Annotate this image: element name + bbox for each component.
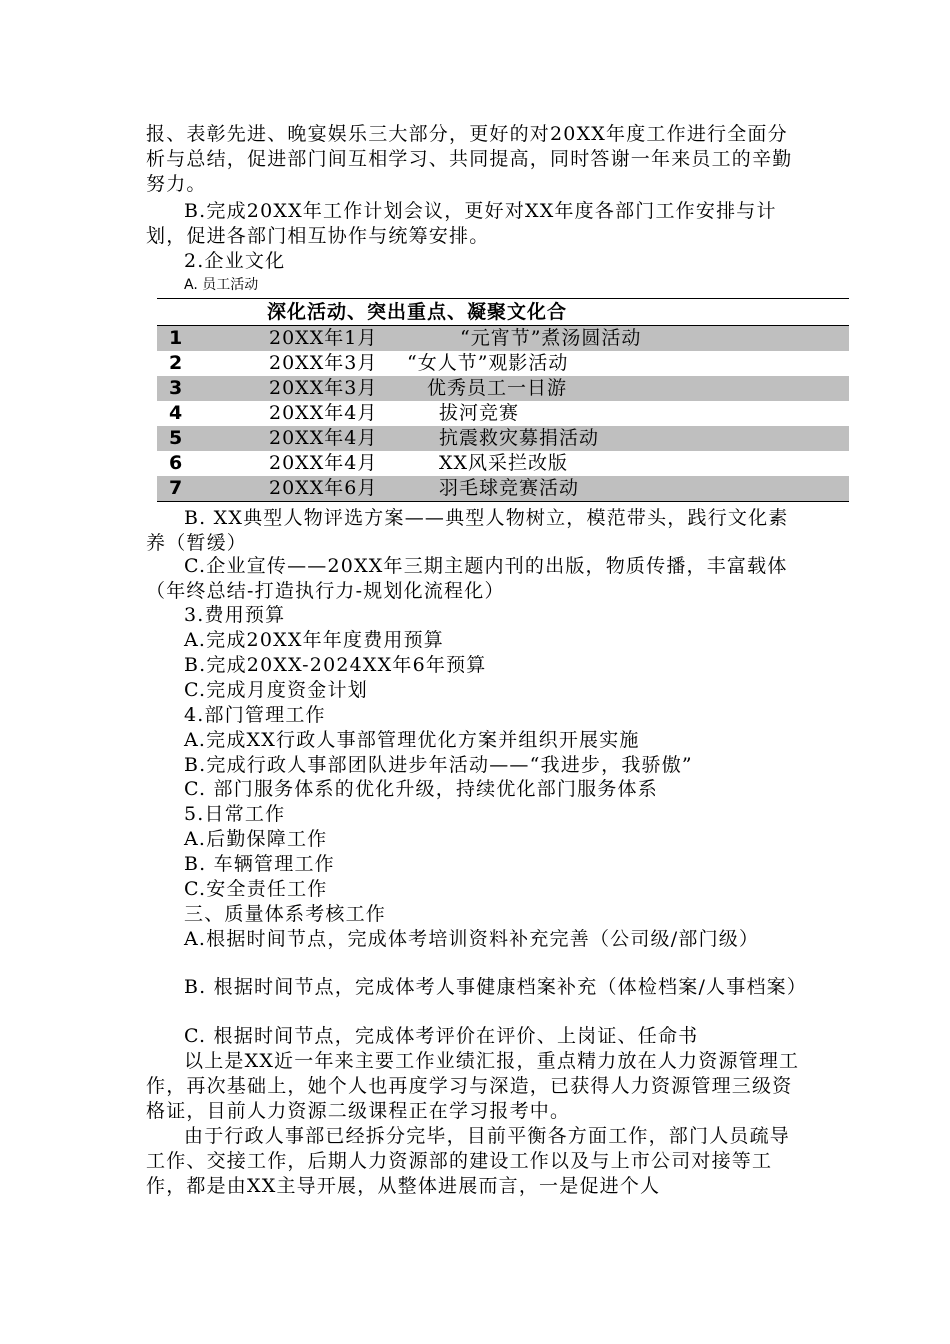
list-item: C. 根据时间节点，完成体考评价在评价、上岗证、任命书 [184,1025,699,1047]
row-number: 4 [169,402,183,424]
list-item: B. 车辆管理工作 [184,853,335,875]
paragraph-annual-summary: 报、表彰先进、晚宴娱乐三大部分，更好的对20XX年度工作进行全面分析与总结，促进部门间互相学习、共同提高，同时答谢一年来员工的辛勤努力。 [146,123,793,195]
table-row [157,451,849,476]
paragraph-department-split: 由于行政人事部已经拆分完毕，目前平衡各方面工作，部门人员疏导工作、交接工作，后期人力资源部的建设工作以及与上市公司对接等工作，都是由XX主导开展，从整体进展而言，一是促进个人 [146,1125,791,1197]
row-number: 6 [169,452,183,474]
section-heading-department-management: 4.部门管理工作 [184,704,326,726]
row-date: 20XX年3月 [269,377,378,399]
list-item: A.根据时间节点，完成体考培训资料补充完善（公司级/部门级） [184,928,760,950]
section-heading-corporate-culture: 2.企业文化 [184,250,286,272]
row-number: 7 [169,477,183,499]
row-date: 20XX年4月 [269,427,378,449]
paragraph-typical-person: B. XX典型人物评选方案——典型人物树立，模范带头，践行文化素养（暂缓） [146,507,789,554]
table-header: 深化活动、突出重点、凝聚文化合 [267,301,568,323]
table-row [157,376,849,401]
sub-heading-employee-activities: A. 员工活动 [184,277,259,293]
row-date: 20XX年3月 [269,352,378,374]
section-heading-quality-system: 三、质量体系考核工作 [184,903,387,925]
list-item: A.完成XX行政人事部管理优化方案并组织开展实施 [184,729,640,751]
row-activity: 羽毛球竞赛活动 [439,477,580,499]
list-item: C.安全责任工作 [184,878,328,900]
row-number: 1 [169,327,183,349]
row-activity: 优秀员工一日游 [427,377,568,399]
list-item: B.完成20XX-2024XX年6年预算 [184,654,487,676]
row-date: 20XX年4月 [269,402,378,424]
row-activity: 抗震救灾募捐活动 [439,427,600,449]
section-heading-budget: 3.费用预算 [184,604,286,626]
list-item: B.完成行政人事部团队进步年活动——“我进步，我骄傲” [184,754,693,776]
row-date: 20XX年4月 [269,452,378,474]
list-item: A.后勤保障工作 [184,828,328,850]
list-item: C.完成月度资金计划 [184,679,368,701]
row-activity: “元宵节”煮汤圆活动 [460,327,642,349]
row-number: 2 [169,352,183,374]
table-top-rule [157,298,849,299]
table-row [157,326,849,351]
row-activity: XX风采拦改版 [439,452,569,474]
row-date: 20XX年1月 [269,327,378,349]
row-number: 5 [169,427,183,449]
list-item: C. 部门服务体系的优化升级，持续优化部门服务体系 [184,778,658,800]
paragraph-summary: 以上是XX近一年来主要工作业绩汇报，重点精力放在人力资源管理工作，再次基础上，她个人也再度学习与深造，已获得人力资源管理三级资格证，目前人力资源二级课程正在学习报考中。 [146,1050,800,1122]
paragraph-work-plan-meeting: B.完成20XX年工作计划会议，更好对XX年度各部门工作安排与计划，促进各部门相互协作与统筹安排。 [146,200,777,247]
section-heading-daily-work: 5.日常工作 [184,803,286,825]
paragraph-corporate-publicity: C.企业宣传——20XX年三期主题内刊的出版，物质传播，丰富载体（年终总结-打造执行力-规划化流程化） [146,555,788,602]
row-number: 3 [169,377,183,399]
table-row [157,351,849,376]
table-row [157,426,849,451]
table-row [157,476,849,501]
table-row [157,401,849,426]
table-bottom-rule [157,501,849,502]
row-activity: “女人节”观影活动 [407,352,569,374]
row-date: 20XX年6月 [269,477,378,499]
list-item: A.完成20XX年年度费用预算 [184,629,444,651]
list-item: B. 根据时间节点，完成体考人事健康档案补充（体检档案/人事档案） [184,976,808,998]
row-activity: 拔河竞赛 [439,402,520,424]
